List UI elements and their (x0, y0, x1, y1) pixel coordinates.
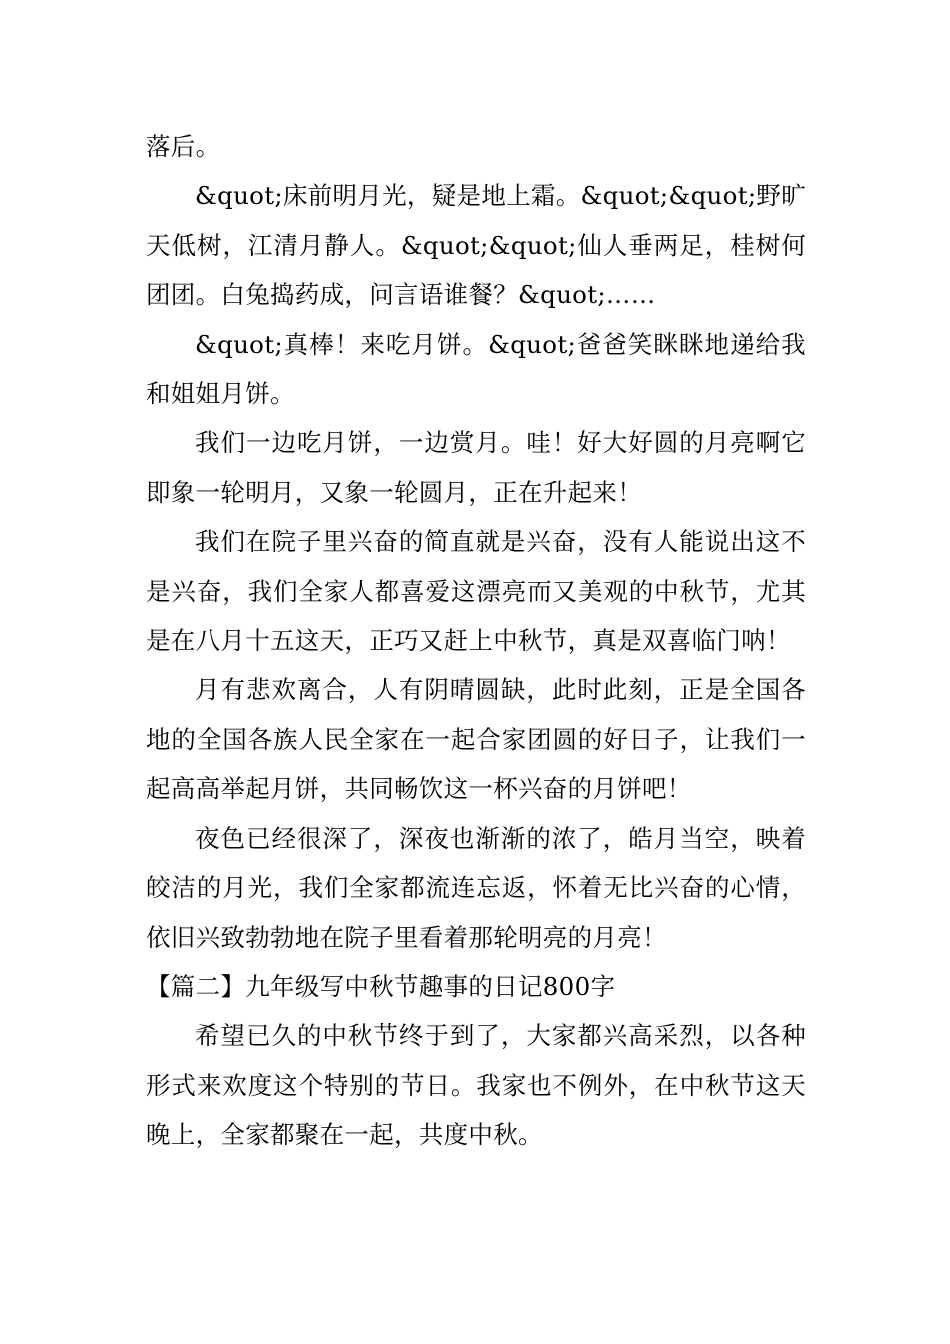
paragraph-reunion: 月有悲欢离合，人有阴晴圆缺，此时此刻，正是全国各地的全国各族人民全家在一起合家团圆的好日子，让我们一起高高举起月饼，共同畅饮这一杯兴奋的月饼吧！ (146, 675, 806, 804)
section-heading: 【篇二】九年级写中秋节趣事的日记800字 (146, 971, 616, 1001)
paragraph-father-mooncake: &quot;真棒！来吃月饼。&quot;爸爸笑眯眯地递给我和姐姐月饼。 (146, 329, 806, 409)
document-body (146, 122, 806, 1160)
paragraph-poem-quotes: &quot;床前明月光，疑是地上霜。&quot;&quot;野旷天低树，江清月静人。&quot;&quot;仙人垂两足，桂树何团团。白兔捣药成，问言语谁餐？&quot;…… (146, 181, 806, 310)
paragraph-excitement: 我们在院子里兴奋的简直就是兴奋，没有人能说出这不是兴奋，我们全家人都喜爱这漂亮而又美观的中秋节，尤其是在八月十五这天，正巧又赶上中秋节，真是双喜临门呐！ (146, 527, 806, 656)
paragraph-part-two-intro: 希望已久的中秋节终于到了，大家都兴高采烈，以各种形式来欢度这个特别的节日。我家也不例外，在中秋节这天晚上，全家都聚在一起，共度中秋。 (146, 1021, 806, 1150)
paragraph-moon-viewing: 我们一边吃月饼，一边赏月。哇！好大好圆的月亮啊它即象一轮明月，又象一轮圆月，正在升起来！ (146, 428, 806, 507)
paragraph-continuation: 落后。 (146, 132, 221, 161)
paragraph-night: 夜色已经很深了，深夜也渐渐的浓了，皓月当空，映着皎洁的月光，我们全家都流连忘返，怀着无比兴奋的心情，依旧兴致勃勃地在院子里看着那轮明亮的月亮！ (146, 823, 806, 952)
